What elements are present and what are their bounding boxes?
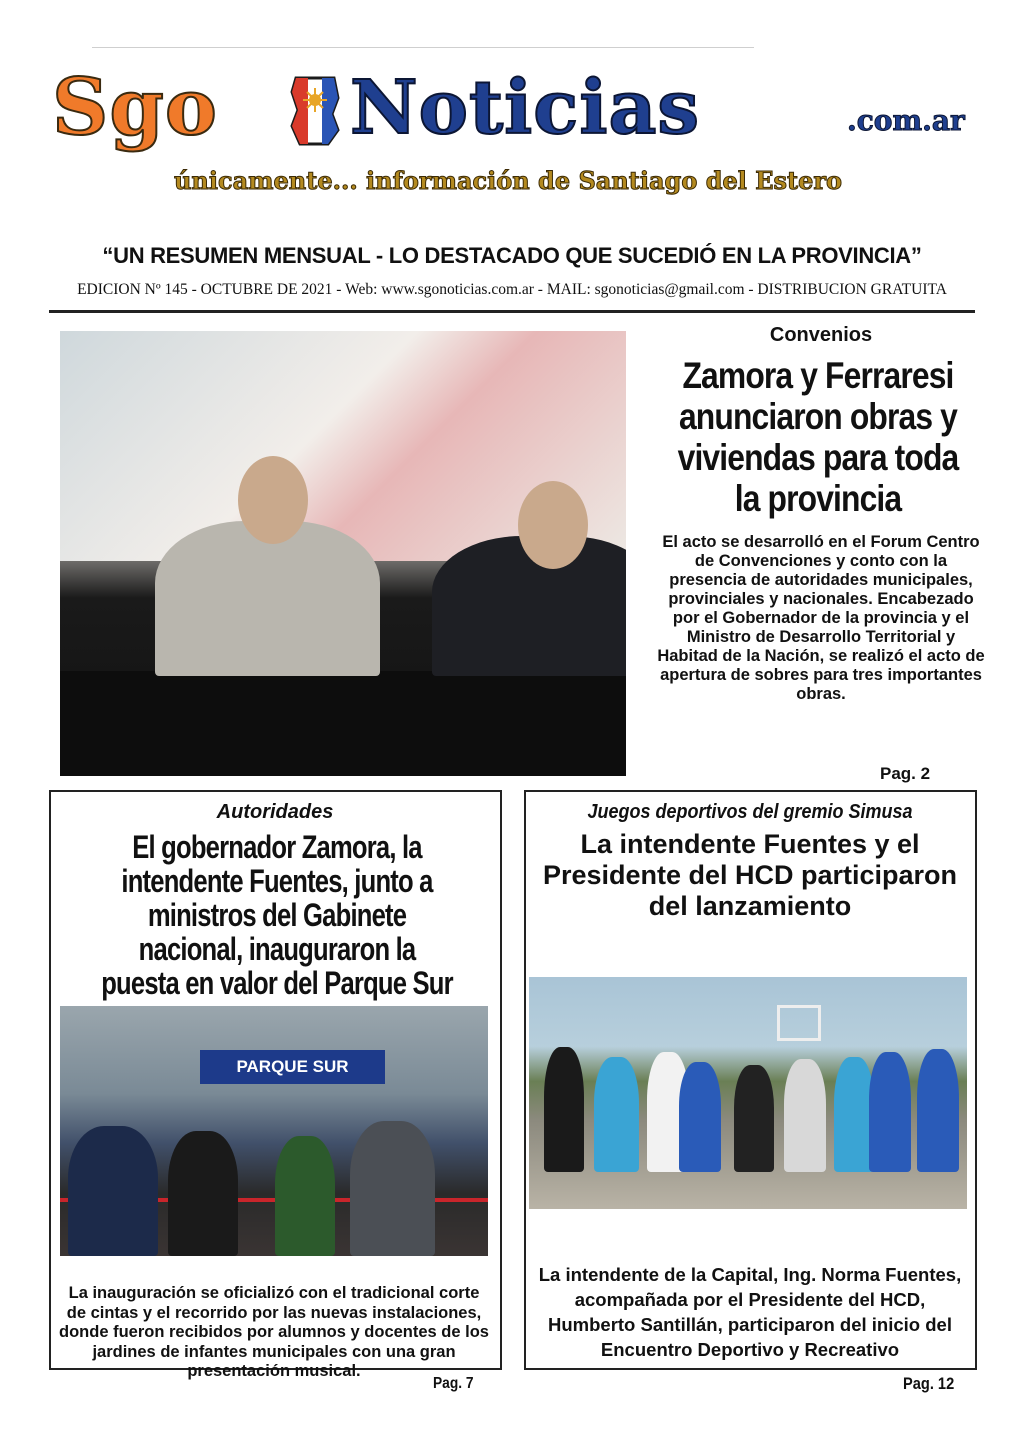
photo-person-2 — [168, 1131, 238, 1256]
top-hairline — [92, 47, 754, 48]
photo-player-5 — [734, 1065, 774, 1172]
photo-parque-sur-sign: PARQUE SUR — [200, 1050, 385, 1084]
photo-person-left — [155, 521, 380, 676]
left-story-kicker: Autoridades — [216, 801, 334, 823]
photo-player-1 — [544, 1047, 584, 1172]
main-story-body: El acto se desarrolló en el Forum Centro de Convenciones y conto con la presencia de autoridades municipales, provinciales y nacionales. Encabezado por el Gobernador de la provincia y el Ministro de Desarrollo Territorial y Habitad de la Nación, se realizó el acto de apertura de sobres para tres importantes obras. — [657, 533, 985, 703]
photo-player-4 — [679, 1062, 721, 1172]
left-story-photo — [60, 1006, 488, 1256]
main-story-headline[interactable]: Zamora y Ferraresi anunciaron obras y viviendas para toda la provincia — [677, 355, 959, 519]
logo-text-noticias: Noticias — [350, 65, 701, 151]
right-story-headline[interactable]: La intendente Fuentes y el Presidente del HCD participaron del lanzamiento — [542, 829, 958, 921]
photo-player-9 — [917, 1049, 959, 1172]
photo-person-3 — [275, 1136, 335, 1256]
main-story-page-ref[interactable]: Pag. 2 — [880, 764, 931, 783]
edition-info-line: EDICION Nº 145 - OCTUBRE DE 2021 - Web: www.sgonoticias.com.ar - MAIL: sgonoticias@gmail.com - DISTRIBUCION GRATUITA — [77, 281, 947, 298]
santiago-province-flag-icon — [288, 74, 342, 146]
main-story-photo — [60, 331, 626, 776]
photo-player-7 — [834, 1057, 874, 1172]
logo-domain-suffix: .com.ar — [847, 104, 965, 137]
photo-person-left-head — [238, 456, 308, 544]
left-story-page-ref[interactable]: Pag. 7 — [433, 1375, 474, 1392]
left-story-body: La inauguración se oficializó con el tradicional corte de cintas y el recorrido por las nuevas instalaciones, donde fueron recibidos por alumnos y docentes de los jardines de infantes municipales con una gran presentación musical. — [59, 1284, 489, 1380]
photo-player-2 — [594, 1057, 639, 1172]
masthead[interactable] — [52, 62, 982, 156]
right-story-page-ref[interactable]: Pag. 12 — [903, 1374, 955, 1393]
photo-person-right-head — [518, 481, 588, 569]
right-story-kicker: Juegos deportivos del gremio Simusa — [587, 801, 913, 823]
edition-summary: “UN RESUMEN MENSUAL - LO DESTACADO QUE SUCEDIÓ EN LA PROVINCIA” — [102, 243, 922, 268]
photo-signing-table — [60, 671, 626, 776]
photo-person-1 — [68, 1126, 158, 1256]
left-story-headline[interactable]: El gobernador Zamora, la intendente Fuentes, junto a ministros del Gabinete nacional, inauguraron la puesta en valor del Parque Sur — [101, 829, 453, 1001]
right-story-photo — [529, 977, 967, 1209]
photo-player-8 — [869, 1052, 911, 1172]
main-story-kicker: Convenios — [769, 324, 873, 346]
right-story-body: La intendente de la Capital, Ing. Norma Fuentes, acompañada por el Presidente del HCD, Humberto Santillán, participaron del inicio del Encuentro Deportivo y Recreativo — [538, 1264, 962, 1360]
masthead-tagline: únicamente... información de Santiago del Estero — [173, 166, 843, 195]
logo-text-sgo: Sgo — [52, 62, 218, 153]
photo-person-4 — [350, 1121, 435, 1256]
photo-basketball-hoop — [777, 1005, 821, 1041]
header-divider — [49, 310, 975, 313]
photo-player-6 — [784, 1059, 826, 1172]
